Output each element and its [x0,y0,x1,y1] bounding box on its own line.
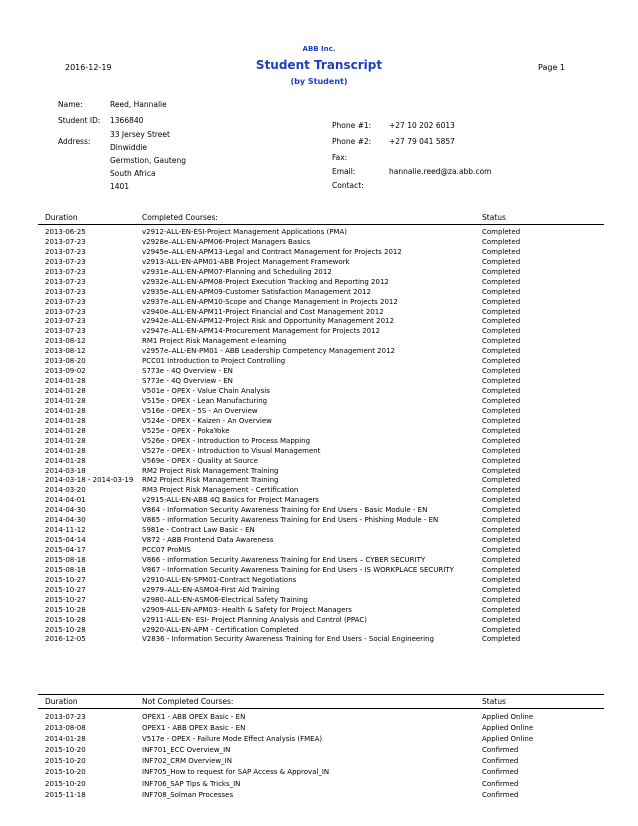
row-duration: 2013-07-23 [45,267,86,276]
row-course: v2932e–ALL-EN-APM08-Project Execution Tracking and Reporting 2012 [142,277,389,286]
row-course: S773e - 4Q Overview - EN [142,377,233,386]
row-status: Completed [482,566,602,576]
row-status: Completed [482,258,602,268]
page-number: Page 1 [538,63,565,72]
row-course: V526e - OPEX - Introduction to Process Mapping [142,436,311,445]
address-block [110,128,186,193]
row-course: V525e - OPEX - PokaYoke [142,426,230,435]
row-duration: 2014-01-28 [45,446,86,455]
row-duration: 2013-07-23 [45,317,86,326]
table-row [38,337,604,347]
row-duration: 2015-04-17 [45,546,86,554]
table-row [38,506,604,516]
name-label: Name: [58,100,83,109]
email-label: Email: [332,167,356,176]
page-subtitle: (by Student) [290,77,348,86]
row-status: Completed [482,248,602,258]
row-course: v2928e–ALL-EN-APM06-Project Managers Basics [142,237,311,246]
row-status: Completed [482,486,602,496]
row-status: Completed [482,317,602,327]
row-course: INF702_CRM Overview_IN [142,757,232,766]
row-status: Completed [482,238,602,248]
row-course: v2912-ALL-EN-ESI-Project Management Applications (PMA) [142,228,347,236]
row-course: RM2 Project Risk Management Training [142,466,279,475]
row-status: Completed [482,556,602,566]
row-course: V867 - Information Security Awareness Training for End Users - IS WORKPLACE SECURITY [142,565,454,574]
row-status: Completed [482,347,602,357]
not-completed-header-rule [38,708,604,709]
row-course: v2913-ALL-EN-APM01-ABB Project Management Framework [142,257,350,266]
table-row [38,357,604,367]
row-duration: 2015-10-27 [45,575,86,584]
table-row [38,635,604,645]
row-status: Completed [482,367,602,377]
address-line: Germstion, Gauteng [110,156,186,165]
not-completed-course-header: Not Completed Courses: [142,697,234,706]
table-row [38,228,604,238]
row-duration: 2014-04-30 [45,506,86,515]
row-status: Completed [482,467,602,477]
not-completed-duration-header: Duration [45,697,78,706]
table-row [38,248,604,258]
row-status: Completed [482,606,602,616]
row-course: V569e - OPEX - Quality at Source [142,456,258,465]
row-course: PCC07 ProMIS [142,546,191,554]
row-course: V2836 - Information Security Awareness Training for End Users - Social Engineering [142,635,434,644]
row-status: Completed [482,586,602,596]
row-duration: 2013-08-12 [45,337,86,346]
table-row [38,566,604,576]
table-row [38,417,604,427]
row-duration: 2015-04-14 [45,536,86,545]
row-duration: 2014-01-28 [45,426,86,435]
row-duration: 2013-07-23 [45,237,86,246]
row-duration: 2015-08-18 [45,555,86,564]
table-row [38,447,604,457]
table-row [38,586,604,596]
company-name: ABB Inc. [302,45,336,53]
table-row [38,596,604,606]
row-duration: 2014-01-28 [45,436,86,445]
row-course: v2957e–ALL-EN-PM01 - ABB Leadership Competency Management 2012 [142,347,395,356]
row-status: Completed [482,288,602,298]
row-status: Completed [482,387,602,397]
row-status: Applied Online [482,712,602,723]
row-status: Completed [482,457,602,467]
row-duration: 2013-07-23 [45,287,86,296]
table-row [38,526,604,536]
row-course: V866 - Information Security Awareness Training for End Users – CYBER SECURITY [142,555,426,564]
row-course: v2947e–ALL-EN-APM14-Procurement Management for Projects 2012 [142,327,381,336]
row-course: v2945e–ALL-EN-APM13-Legal and Contract Management for Projects 2012 [142,247,402,256]
row-course: v2910-ALL-EN-SPM01-Contract Negotiations [142,575,297,584]
not-completed-courses-table [38,712,604,801]
row-course: v2931e–ALL-EN-APM07-Planning and Scheduling 2012 [142,267,332,276]
table-row [38,268,604,278]
not-completed-status-header: Status [482,697,506,706]
row-duration: 2014-01-28 [45,387,86,395]
phone1-label: Phone #1: [332,121,372,130]
table-row [38,467,604,477]
row-course: V864 - Information Security Awareness Training for End Users - Basic Module - EN [142,506,428,515]
row-status: Completed [482,377,602,387]
row-duration: 2014-01-28 [45,406,86,415]
table-row [38,347,604,357]
completed-header-rule [38,224,604,225]
table-row [38,745,604,756]
row-duration: 2015-10-27 [45,585,86,594]
row-course: INF708_Solman Processes [142,790,234,799]
row-duration: 2015-08-18 [45,565,86,574]
row-course: v2980–ALL-EN-ASM06-Electrical Safety Training [142,595,308,604]
row-status: Completed [482,278,602,288]
row-status: Completed [482,327,602,337]
table-row [38,298,604,308]
table-row [38,407,604,417]
table-row [38,278,604,288]
page-title: Student Transcript [255,58,383,72]
row-duration: 2013-06-25 [45,228,86,236]
row-duration: 2013-07-23 [45,257,86,266]
row-status: Completed [482,228,602,238]
row-status: Confirmed [482,790,602,801]
row-course: V872 - ABB Frontend Data Awareness [142,536,274,545]
table-row [38,626,604,636]
row-duration: 2014-11-12 [45,526,86,535]
row-course: v2915-ALL-EN-ABB 4Q Basics for Project Managers [142,496,319,505]
row-course: v2942e–ALL-EN-APM12-Project Risk and Opportunity Management 2012 [142,317,394,326]
completed-courses-table [38,228,604,645]
table-row [38,377,604,387]
table-row [38,606,604,616]
phone1-value: +27 10 202 6013 [389,121,455,130]
fax-label: Fax: [332,153,348,162]
row-status: Confirmed [482,767,602,778]
row-status: Completed [482,397,602,407]
table-row [38,767,604,778]
row-duration: 2016-12-05 [45,635,86,644]
row-duration: 2014-01-28 [45,456,86,465]
row-duration: 2013-07-23 [45,327,86,336]
table-row [38,779,604,790]
table-row [38,790,604,801]
row-duration: 2013-08-12 [45,347,86,356]
row-course: V515e - OPEX - Lean Manufacturing [142,396,268,405]
table-row [38,756,604,767]
row-duration: 2013-08-20 [45,357,86,366]
contact-label: Contact: [332,181,364,190]
phone2-value: +27 79 041 5857 [389,137,455,146]
table-row [38,616,604,626]
row-course: V865 - Information Security Awareness Training for End Users - Phishing Module - EN [142,516,439,525]
row-status: Completed [482,536,602,546]
row-status: Completed [482,496,602,506]
row-course: v2940e–ALL-EN-APM11-Project Financial and Cost Management 2012 [142,307,384,316]
row-status: Completed [482,417,602,427]
row-course: OPEX1 - ABB OPEX Basic - EN [142,724,246,733]
table-row [38,496,604,506]
table-row [38,427,604,437]
table-row [38,397,604,407]
table-row [38,476,604,486]
row-course: V517e - OPEX - Failure Mode Effect Analysis (FMEA) [142,735,323,744]
table-row [38,576,604,586]
row-duration: 2013-09-02 [45,367,86,376]
email-value: hannalie.reed@za.abb.com [389,167,492,176]
row-status: Completed [482,447,602,457]
row-duration: 2014-01-28 [45,377,86,386]
row-status: Completed [482,298,602,308]
row-duration: 2015-10-28 [45,615,86,624]
table-row [38,516,604,526]
row-status: Completed [482,437,602,447]
table-row [38,486,604,496]
row-status: Completed [482,308,602,318]
row-duration: 2014-04-01 [45,496,86,505]
row-status: Completed [482,526,602,536]
row-course: RM1 Project Risk Management e-learning [142,337,287,346]
table-row [38,288,604,298]
row-course: v2979–ALL-EN-ASM04-First Aid Training [142,585,280,594]
row-status: Completed [482,268,602,278]
row-duration: 2015-10-27 [45,595,86,604]
row-duration: 2014-04-30 [45,516,86,525]
row-course: v2909-ALL-EN-APM03- Health & Safety for Project Managers [142,605,352,614]
row-status: Completed [482,506,602,516]
row-duration: 2013-07-23 [45,713,86,721]
row-status: Confirmed [482,756,602,767]
completed-course-header: Completed Courses: [142,213,218,222]
row-course: PCC01 Introduction to Project Controlling [142,357,286,366]
table-row [38,556,604,566]
table-row [38,387,604,397]
student-name: Reed, Hannalie [110,100,167,109]
row-duration: 2015-10-28 [45,625,86,634]
table-row [38,327,604,337]
row-duration: 2015-10-20 [45,779,86,788]
row-course: INF705_How to request for SAP Access & Approval_IN [142,768,330,777]
row-duration: 2015-10-20 [45,768,86,777]
address-line: 33 Jersey Street [110,130,170,139]
row-course: v2920-ALL-EN-APM - Certification Completed [142,625,299,634]
row-status: Confirmed [482,779,602,790]
table-row [38,536,604,546]
row-status: Completed [482,407,602,417]
completed-duration-header: Duration [45,213,78,222]
row-course: V516e - OPEX - 5S - An Overview [142,406,258,415]
not-completed-top-rule [38,694,604,695]
table-row [38,258,604,268]
row-status: Completed [482,546,602,556]
student-id-label: Student ID: [58,116,101,125]
row-status: Applied Online [482,734,602,745]
row-course: RM2 Project Risk Management Training [142,476,279,485]
address-line: 1401 [110,182,130,191]
row-status: Applied Online [482,723,602,734]
row-course: OPEX1 - ABB OPEX Basic - EN [142,713,246,721]
row-status: Confirmed [482,745,602,756]
row-course: V501e - OPEX - Value Chain Analysis [142,387,270,395]
row-course: v2935e–ALL-EN-APM09-Customer Satisfaction Management 2012 [142,287,371,296]
row-duration: 2014-03-18 - 2014-03-19 [45,476,134,485]
row-duration: 2013-07-23 [45,247,86,256]
row-duration: 2015-10-20 [45,746,86,755]
table-row [38,367,604,377]
student-id: 1366840 [110,116,144,125]
row-duration: 2015-10-28 [45,605,86,614]
row-status: Completed [482,635,602,645]
row-status: Completed [482,357,602,367]
row-course: S773e - 4Q Overview - EN [142,367,233,376]
row-duration: 2014-03-20 [45,486,86,495]
row-duration: 2014-01-28 [45,416,86,425]
table-row [38,437,604,447]
address-line: South Africa [110,169,156,178]
completed-status-header: Status [482,213,506,222]
row-course: V524e - OPEX - Kaizen - An Overview [142,416,272,425]
row-duration: 2013-07-23 [45,307,86,316]
table-row [38,723,604,734]
row-status: Completed [482,516,602,526]
row-course: INF701_ECC Overview_IN [142,746,231,755]
table-row [38,457,604,467]
address-line: Dinwiddie [110,143,148,152]
row-course: V527e - OPEX - Introduction to Visual Management [142,446,321,455]
row-duration: 2013-07-23 [45,277,86,286]
row-status: Completed [482,626,602,636]
report-date: 2016-12-19 [65,63,112,72]
row-duration: 2014-03-18 [45,466,86,475]
row-status: Completed [482,596,602,606]
row-course: v2911-ALL-EN- ESI- Project Planning Analysis and Control (PPAC) [142,615,367,624]
row-status: Completed [482,616,602,626]
address-label: Address: [58,137,91,146]
table-row [38,308,604,318]
row-course: RM3 Project Risk Management - Certification [142,486,299,495]
row-course: v2937e–ALL-EN-APM10-Scope and Change Management in Projects 2012 [142,297,398,306]
row-status: Completed [482,427,602,437]
row-status: Completed [482,476,602,486]
phone2-label: Phone #2: [332,137,372,146]
row-duration: 2013-08-08 [45,724,86,733]
row-course: INF706_SAP Tips & Tricks_IN [142,779,241,788]
row-duration: 2014-01-28 [45,735,86,744]
table-row [38,734,604,745]
table-row [38,317,604,327]
table-row [38,712,604,723]
table-row [38,238,604,248]
row-duration: 2015-10-20 [45,757,86,766]
row-status: Completed [482,576,602,586]
row-duration: 2013-07-23 [45,297,86,306]
table-row [38,546,604,556]
row-duration: 2015-11-18 [45,790,86,799]
row-course: S981e - Contract Law Basic - EN [142,526,255,535]
row-status: Completed [482,337,602,347]
row-duration: 2014-01-28 [45,396,86,405]
